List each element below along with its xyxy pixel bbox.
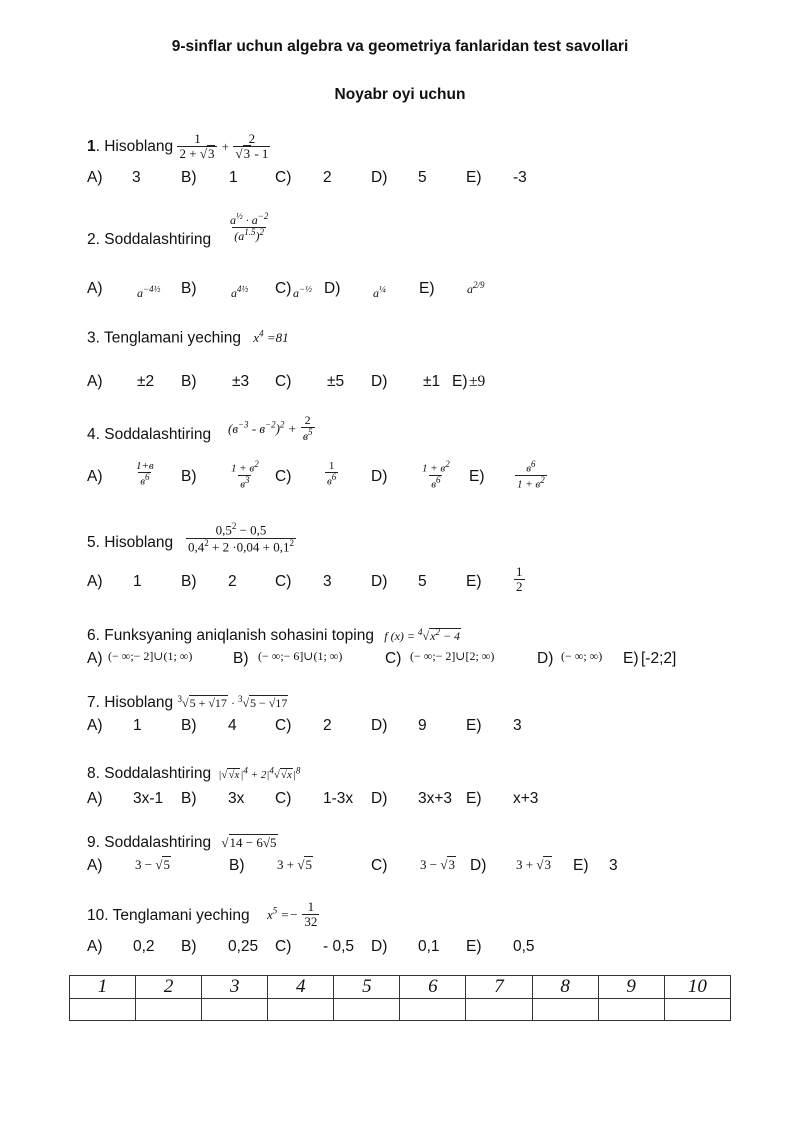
option-label[interactable]: A): [87, 650, 103, 667]
question-5: [87, 534, 173, 552]
option-label[interactable]: B): [229, 857, 245, 874]
option-formula[interactable]: 3 − √5: [135, 857, 170, 872]
formula: f $(x) = ^4√x^2 - 4$: [384, 627, 461, 643]
option-value[interactable]: ±5: [327, 373, 345, 390]
option-label[interactable]: A): [87, 857, 103, 874]
option-label[interactable]: D): [371, 790, 388, 807]
answer-header-cell: 2: [136, 976, 202, 999]
option-formula[interactable]: (− ∞;− 2]∪(1; ∞): [108, 649, 193, 663]
question-2: [87, 231, 211, 249]
option-label[interactable]: E): [623, 650, 639, 667]
option-value[interactable]: 2: [323, 717, 332, 734]
option-label[interactable]: E): [466, 790, 482, 807]
option-value[interactable]: 1: [133, 573, 142, 590]
formula: $x^5$ =− $\frac{1}{32}$: [267, 899, 318, 930]
option-label[interactable]: C): [275, 573, 292, 590]
question-text: 9. Soddalashtiring: [87, 834, 212, 851]
answer-cell[interactable]: [532, 999, 598, 1021]
option-value[interactable]: -3: [513, 169, 527, 186]
answer-cell[interactable]: [400, 999, 466, 1021]
question-text: . Hisoblang: [95, 137, 174, 155]
option-formula[interactable]: $\frac{1 + в^2}{в^6}$: [422, 459, 450, 491]
option-formula[interactable]: $\frac{1}{в^6}$: [327, 460, 337, 488]
option-label[interactable]: A): [87, 938, 103, 955]
option-formula[interactable]: $a^{-4\frac{1}{2}}$: [137, 284, 161, 300]
option-formula[interactable]: 3 + √5: [277, 857, 312, 872]
option-label[interactable]: C): [275, 468, 292, 485]
option-value[interactable]: 3x: [228, 790, 245, 807]
option-label[interactable]: A): [87, 468, 103, 485]
answer-cell[interactable]: [268, 999, 334, 1021]
option-formula[interactable]: $a^{\frac{1}{4}}$: [373, 284, 386, 300]
question-text: 8. Soddalashtiring: [87, 765, 212, 782]
option-label[interactable]: D): [371, 717, 388, 734]
question-6: [87, 627, 461, 645]
formula: $\frac{2}{√3 - 1}$: [235, 131, 269, 162]
option-label[interactable]: B): [181, 468, 197, 485]
option-label[interactable]: A): [87, 717, 103, 734]
option-value[interactable]: 3: [132, 169, 141, 186]
answer-header-cell: 9: [598, 976, 664, 999]
answer-header-cell: 4: [268, 976, 334, 999]
option-value[interactable]: 1-3x: [323, 790, 354, 807]
option-label[interactable]: B): [181, 938, 197, 955]
page-subtitle: Noyabr oyi uchun: [334, 86, 466, 103]
answer-cell[interactable]: [466, 999, 532, 1021]
option-value[interactable]: - 0,5: [323, 938, 355, 955]
option-label[interactable]: B): [181, 169, 197, 186]
question-number: 1: [87, 137, 96, 155]
option-label[interactable]: D): [324, 280, 341, 297]
answer-table: [69, 975, 731, 1021]
option-label[interactable]: E): [573, 857, 589, 874]
option-value[interactable]: 1: [133, 717, 142, 734]
answer-cell[interactable]: [598, 999, 664, 1021]
option-value[interactable]: ±9: [469, 373, 486, 390]
option-value[interactable]: 3: [513, 717, 522, 734]
option-formula[interactable]: 3 − √3: [420, 857, 455, 872]
option-value[interactable]: 0,25: [228, 938, 259, 955]
option-label[interactable]: E): [419, 280, 435, 297]
answer-header-cell: 5: [334, 976, 400, 999]
question-10: [87, 907, 250, 925]
option-label[interactable]: E): [469, 468, 485, 485]
question-text: 6. Funksyaning aniqlanish sohasini toping: [87, 627, 374, 644]
option-label[interactable]: B): [181, 573, 197, 590]
option-label[interactable]: B): [181, 790, 197, 807]
option-value[interactable]: [-2;2]: [641, 650, 677, 667]
answer-cell[interactable]: [202, 999, 268, 1021]
option-value[interactable]: x+3: [513, 790, 539, 807]
option-value[interactable]: 2: [228, 573, 237, 590]
option-label[interactable]: C): [371, 857, 388, 874]
question-1: 1. Hisoblang $\frac{1}{2 + √3}$ + $\frac{2}{√3 - 1}$: [87, 131, 269, 162]
option-label[interactable]: A): [87, 280, 103, 297]
question-text: 2. Soddalashtiring: [87, 231, 212, 248]
option-label[interactable]: E): [466, 717, 482, 734]
option-value[interactable]: 9: [418, 717, 427, 734]
option-label[interactable]: A): [87, 169, 103, 186]
option-label[interactable]: D): [371, 468, 388, 485]
formula: √14 − 6√5: [221, 835, 277, 850]
answer-table-row: [70, 999, 731, 1021]
question-4: [87, 426, 211, 444]
answer-header-cell: 1: [70, 976, 136, 999]
answer-header-cell: 10: [664, 976, 730, 999]
question-text: 3. Tenglamani yeching: [87, 329, 241, 347]
option-value[interactable]: 1: [229, 169, 238, 186]
formula: $\frac{a^{\frac{1}{2}} \cdot a^{-2}}{(a^{1.5})^2}$: [230, 211, 269, 244]
question-8: [87, 765, 300, 783]
option-value[interactable]: 2: [323, 169, 332, 186]
option-label[interactable]: D): [537, 650, 554, 667]
answer-header-cell: 7: [466, 976, 532, 999]
option-value[interactable]: ±3: [232, 373, 250, 390]
answer-cell[interactable]: [664, 999, 730, 1021]
option-label[interactable]: D): [371, 938, 388, 955]
answer-cell[interactable]: [136, 999, 202, 1021]
option-value[interactable]: 0,2: [133, 938, 155, 955]
option-formula[interactable]: $\frac{1}{2}$: [516, 564, 523, 595]
option-formula[interactable]: (− ∞;− 2]∪[2; ∞): [410, 649, 495, 663]
option-label[interactable]: D): [371, 573, 388, 590]
option-label[interactable]: C): [385, 650, 402, 667]
option-formula[interactable]: 3 + √3: [516, 857, 551, 872]
option-label[interactable]: B): [233, 650, 249, 667]
answer-cell[interactable]: [70, 999, 136, 1021]
option-value[interactable]: 5: [418, 169, 427, 186]
formula: $^3$√5 + √17 · $^3$√5 − √17: [177, 694, 288, 710]
formula: $|√√x|^4 + 2|^4√√x|^8$: [218, 765, 301, 781]
option-label[interactable]: A): [87, 373, 103, 390]
option-label[interactable]: E): [466, 938, 482, 955]
question-9: [87, 834, 278, 852]
answer-header-cell: 6: [400, 976, 466, 999]
option-formula[interactable]: $a^{4\frac{1}{2}}$: [231, 284, 249, 300]
option-formula[interactable]: (− ∞;− 6]∪(1; ∞): [258, 649, 343, 663]
option-value[interactable]: 4: [228, 717, 237, 734]
option-formula[interactable]: $\frac{1 + в^2}{в^3}$: [231, 459, 259, 491]
option-value[interactable]: 3x+3: [418, 790, 453, 807]
formula: $(в^{-3} - в^{-2})^2$ + $\frac{2}{в^5}$: [228, 413, 313, 444]
option-label[interactable]: E): [466, 573, 482, 590]
formula: $x^4 =81$: [253, 329, 289, 346]
option-value[interactable]: 5: [418, 573, 427, 590]
option-value[interactable]: 3: [323, 573, 332, 590]
option-label[interactable]: C): [275, 717, 292, 734]
option-label[interactable]: E): [452, 373, 468, 390]
option-label[interactable]: B): [181, 717, 197, 734]
question-7: [87, 694, 288, 712]
option-label[interactable]: D): [371, 169, 388, 186]
answer-header-cell: 3: [202, 976, 268, 999]
option-formula[interactable]: $\frac{1+в}{в^6}$: [136, 460, 154, 488]
option-formula[interactable]: $\frac{в^6}{1 + в^2}$: [517, 459, 545, 491]
question-3: [87, 329, 289, 347]
question-text: 7. Hisoblang: [87, 694, 174, 711]
option-value[interactable]: 3: [609, 857, 618, 874]
option-label[interactable]: C): [275, 373, 292, 390]
option-label[interactable]: B): [181, 280, 197, 297]
option-label[interactable]: C): [275, 169, 292, 186]
option-label[interactable]: D): [371, 373, 388, 390]
option-label[interactable]: C): [275, 790, 292, 807]
option-value[interactable]: 0,5: [513, 938, 535, 955]
option-formula[interactable]: $a^{2/9}$: [467, 280, 485, 296]
option-label[interactable]: D): [470, 857, 487, 874]
option-value[interactable]: ±2: [137, 373, 155, 390]
option-formula[interactable]: $a^{-\frac{1}{2}}$: [293, 284, 312, 300]
option-label[interactable]: A): [87, 573, 103, 590]
question-text: 5. Hisoblang: [87, 534, 174, 551]
option-label[interactable]: B): [181, 373, 197, 390]
answer-table-header: [70, 976, 731, 999]
option-formula[interactable]: (− ∞; ∞): [561, 649, 603, 663]
question-text: 10. Tenglamani yeching: [87, 907, 250, 924]
option-value[interactable]: ±1: [423, 373, 441, 390]
option-value[interactable]: 0,1: [418, 938, 440, 955]
answer-header-cell: 8: [532, 976, 598, 999]
option-label[interactable]: A): [87, 790, 103, 807]
answer-cell[interactable]: [334, 999, 400, 1021]
question-text: 4. Soddalashtiring: [87, 426, 212, 443]
formula: $\frac{0,5^2 - 0,5}{0,4^2 + 2 \cdot 0,04 + 0,1^2}$: [188, 521, 294, 554]
option-label[interactable]: E): [466, 169, 482, 186]
option-label[interactable]: C): [275, 280, 292, 297]
option-value[interactable]: 3x-1: [133, 790, 164, 807]
formula: $\frac{1}{2 + √3}$: [177, 132, 217, 162]
page-title: 9-sinflar uchun algebra va geometriya fanlaridan test savollari: [171, 38, 629, 55]
option-label[interactable]: C): [275, 938, 292, 955]
